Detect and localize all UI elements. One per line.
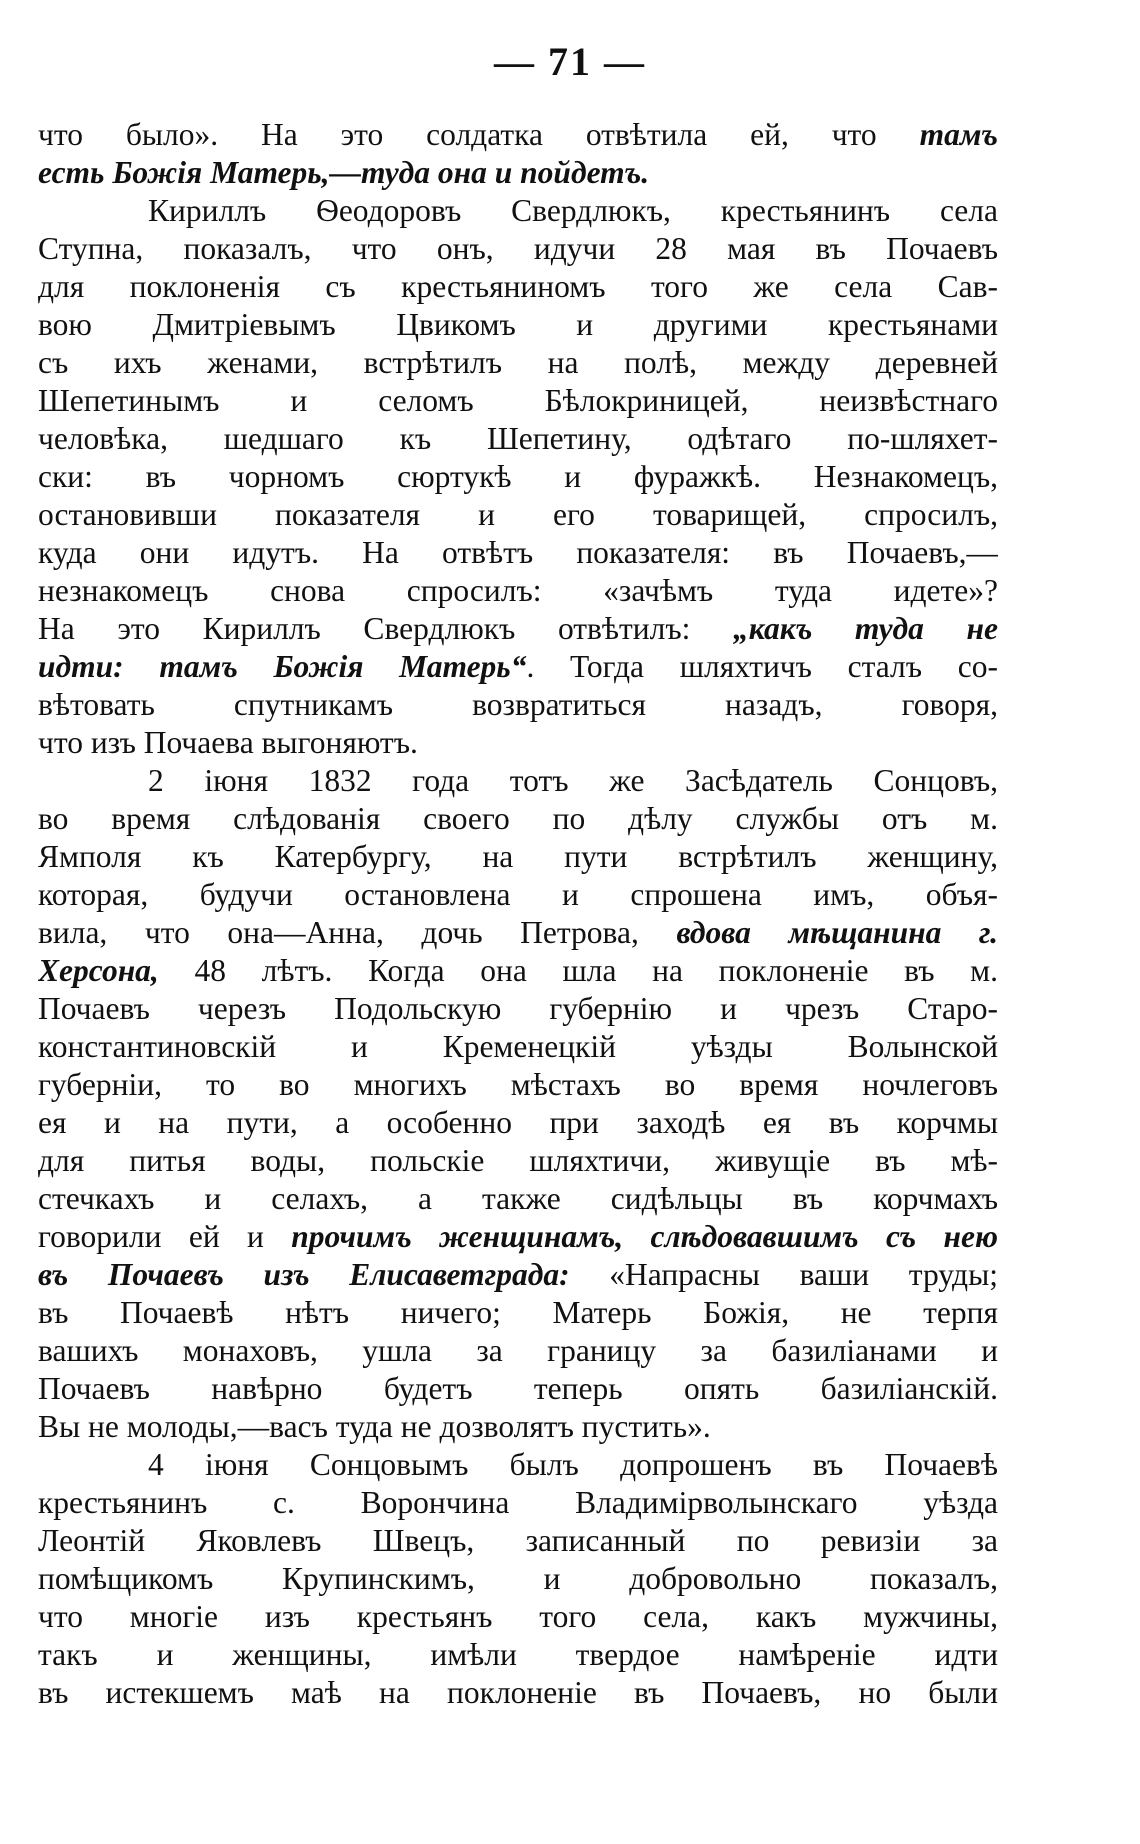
text-line (38, 1256, 998, 1294)
text-line (38, 192, 998, 230)
emphasized-text: прочимъ женщинамъ, слѣдовавшимъ съ нею (291, 1219, 998, 1254)
text-span: ски: въ чорномъ сюртукѣ и фуражкѣ. Незнакомецъ, (38, 459, 998, 494)
text-line (38, 230, 998, 268)
text-line (38, 838, 998, 876)
text-line (38, 1636, 998, 1674)
text-span: помѣщикомъ Крупинскимъ, и добровольно показалъ, (38, 1561, 998, 1596)
text-line (38, 572, 998, 610)
text-span: константиновскій и Кременецкій уѣзды Волынской (38, 1029, 998, 1064)
text-line (38, 1370, 998, 1408)
text-span: Почаевъ черезъ Подольскую губернію и чрезъ Старо- (38, 991, 998, 1026)
text-line (38, 1598, 998, 1636)
text-span: вѣтовать спутникамъ возвратиться назадъ, говоря, (38, 687, 998, 722)
text-span: 48 лѣтъ. Когда она шла на поклоненіе въ м. (158, 953, 998, 988)
text-span: которая, будучи остановлена и спрошена имъ, объя- (38, 877, 998, 912)
text-line (38, 800, 998, 838)
text-line (38, 990, 998, 1028)
text-span: куда они идутъ. На отвѣтъ показателя: въ Почаевъ,— (38, 535, 998, 570)
text-line (38, 306, 998, 344)
text-line (38, 154, 998, 192)
text-span: незнакомецъ снова спросилъ: «зачѣмъ туда идете»? (38, 573, 998, 608)
text-span: такъ и женщины, имѣли твердое намѣреніе идти (38, 1637, 998, 1672)
emphasized-text: есть Божія Матерь,—туда она и пойдетъ. (38, 155, 650, 190)
text-line (38, 496, 998, 534)
text-span: вою Дмитріевымъ Цвикомъ и другими крестьянами (38, 307, 998, 342)
text-line (38, 686, 998, 724)
text-span: стечкахъ и селахъ, а также сидѣльцы въ корчмахъ (38, 1181, 998, 1216)
text-span: «Напрасны ваши труды; (569, 1257, 998, 1292)
page-body-text (38, 116, 998, 1712)
text-span: Ступна, показалъ, что онъ, идучи 28 мая въ Почаевъ (38, 231, 998, 266)
emphasized-text: „какъ туда не (733, 611, 998, 646)
text-span: остановивши показателя и его товарищей, спросилъ, (38, 497, 998, 532)
text-span: 4 іюня Сонцовымъ былъ допрошенъ въ Почаевѣ (148, 1447, 998, 1482)
emphasized-text: въ Почаевъ изъ Елисаветграда: (38, 1257, 570, 1292)
text-span: что было». На это солдатка отвѣтила ей, что (38, 117, 920, 152)
text-line (38, 762, 998, 800)
text-line (38, 1066, 998, 1104)
text-line (38, 1560, 998, 1598)
text-line (38, 1104, 998, 1142)
text-line (38, 1522, 998, 1560)
text-span: ея и на пути, а особенно при заходѣ ея въ корчмы (38, 1105, 998, 1140)
text-line (38, 1294, 998, 1332)
text-span: На это Кириллъ Свердлюкъ отвѣтилъ: (38, 611, 734, 646)
text-line (38, 876, 998, 914)
text-span: что многіе изъ крестьянъ того села, какъ мужчины, (38, 1599, 998, 1634)
text-span: Леонтій Яковлевъ Швецъ, записанный по ревизіи за (38, 1523, 998, 1558)
text-line (38, 1674, 998, 1712)
text-line (38, 1332, 998, 1370)
text-span: съ ихъ женами, встрѣтилъ на полѣ, между деревней (38, 345, 998, 380)
text-span: въ Почаевѣ нѣтъ ничего; Матерь Божія, не терпя (38, 1295, 998, 1330)
text-line (38, 1218, 998, 1256)
text-span: для поклоненія съ крестьяниномъ того же села Сав- (38, 269, 998, 304)
text-line (38, 1446, 998, 1484)
text-line (38, 648, 998, 686)
text-line (38, 952, 998, 990)
text-span: человѣка, шедшаго къ Шепетину, одѣтаго по-шляхет- (38, 421, 998, 456)
text-line (38, 458, 998, 496)
emphasized-text: вдова мѣщанина г. (676, 915, 998, 950)
text-line (38, 1484, 998, 1522)
text-span: Ямполя къ Катербургу, на пути встрѣтилъ женщину, (38, 839, 998, 874)
text-span: крестьянинъ с. Ворончина Владимірволынскаго уѣзда (38, 1485, 998, 1520)
text-span: . Тогда шляхтичъ сталъ со- (526, 649, 998, 684)
text-line (38, 344, 998, 382)
text-span: для питья воды, польскіе шляхтичи, живущіе въ мѣ- (38, 1143, 998, 1178)
text-line (38, 914, 998, 952)
text-span: Почаевъ навѣрно будетъ теперь опять базиліанскій. (38, 1371, 998, 1406)
text-span: вила, что она—Анна, дочь Петрова, (38, 915, 677, 950)
text-line (38, 116, 998, 154)
text-line (38, 1028, 998, 1066)
text-span: говорили ей и (38, 1219, 292, 1254)
emphasized-text: идти: тамъ Божія Матерь“ (38, 649, 527, 684)
text-line (38, 1142, 998, 1180)
text-line (38, 420, 998, 458)
text-span: Вы не молоды,—васъ туда не дозволятъ пустить». (38, 1409, 711, 1444)
text-line (38, 1408, 998, 1446)
text-span: 2 іюня 1832 года тотъ же Засѣдатель Сонцовъ, (148, 763, 998, 798)
emphasized-text: Херсона, (38, 953, 159, 988)
text-span: въ истекшемъ маѣ на поклоненіе въ Почаевъ, но были (38, 1675, 998, 1710)
text-line (38, 610, 998, 648)
text-line (38, 724, 998, 762)
emphasized-text: тамъ (919, 117, 998, 152)
text-span: Шепетинымъ и селомъ Бѣлокриницей, неизвѣстнаго (38, 383, 998, 418)
text-span: губерніи, то во многихъ мѣстахъ во время ночлеговъ (38, 1067, 998, 1102)
text-line (38, 268, 998, 306)
page-number: — 71 — (494, 39, 646, 84)
text-span: вашихъ монаховъ, ушла за границу за базиліанами и (38, 1333, 998, 1368)
text-line (38, 534, 998, 572)
text-span: что изъ Почаева выгоняютъ. (38, 725, 418, 760)
text-line (38, 1180, 998, 1218)
text-line (38, 382, 998, 420)
text-span: во время слѣдованія своего по дѣлу службы отъ м. (38, 801, 998, 836)
text-span: Кириллъ Ѳеодоровъ Свердлюкъ, крестьянинъ села (148, 193, 998, 228)
